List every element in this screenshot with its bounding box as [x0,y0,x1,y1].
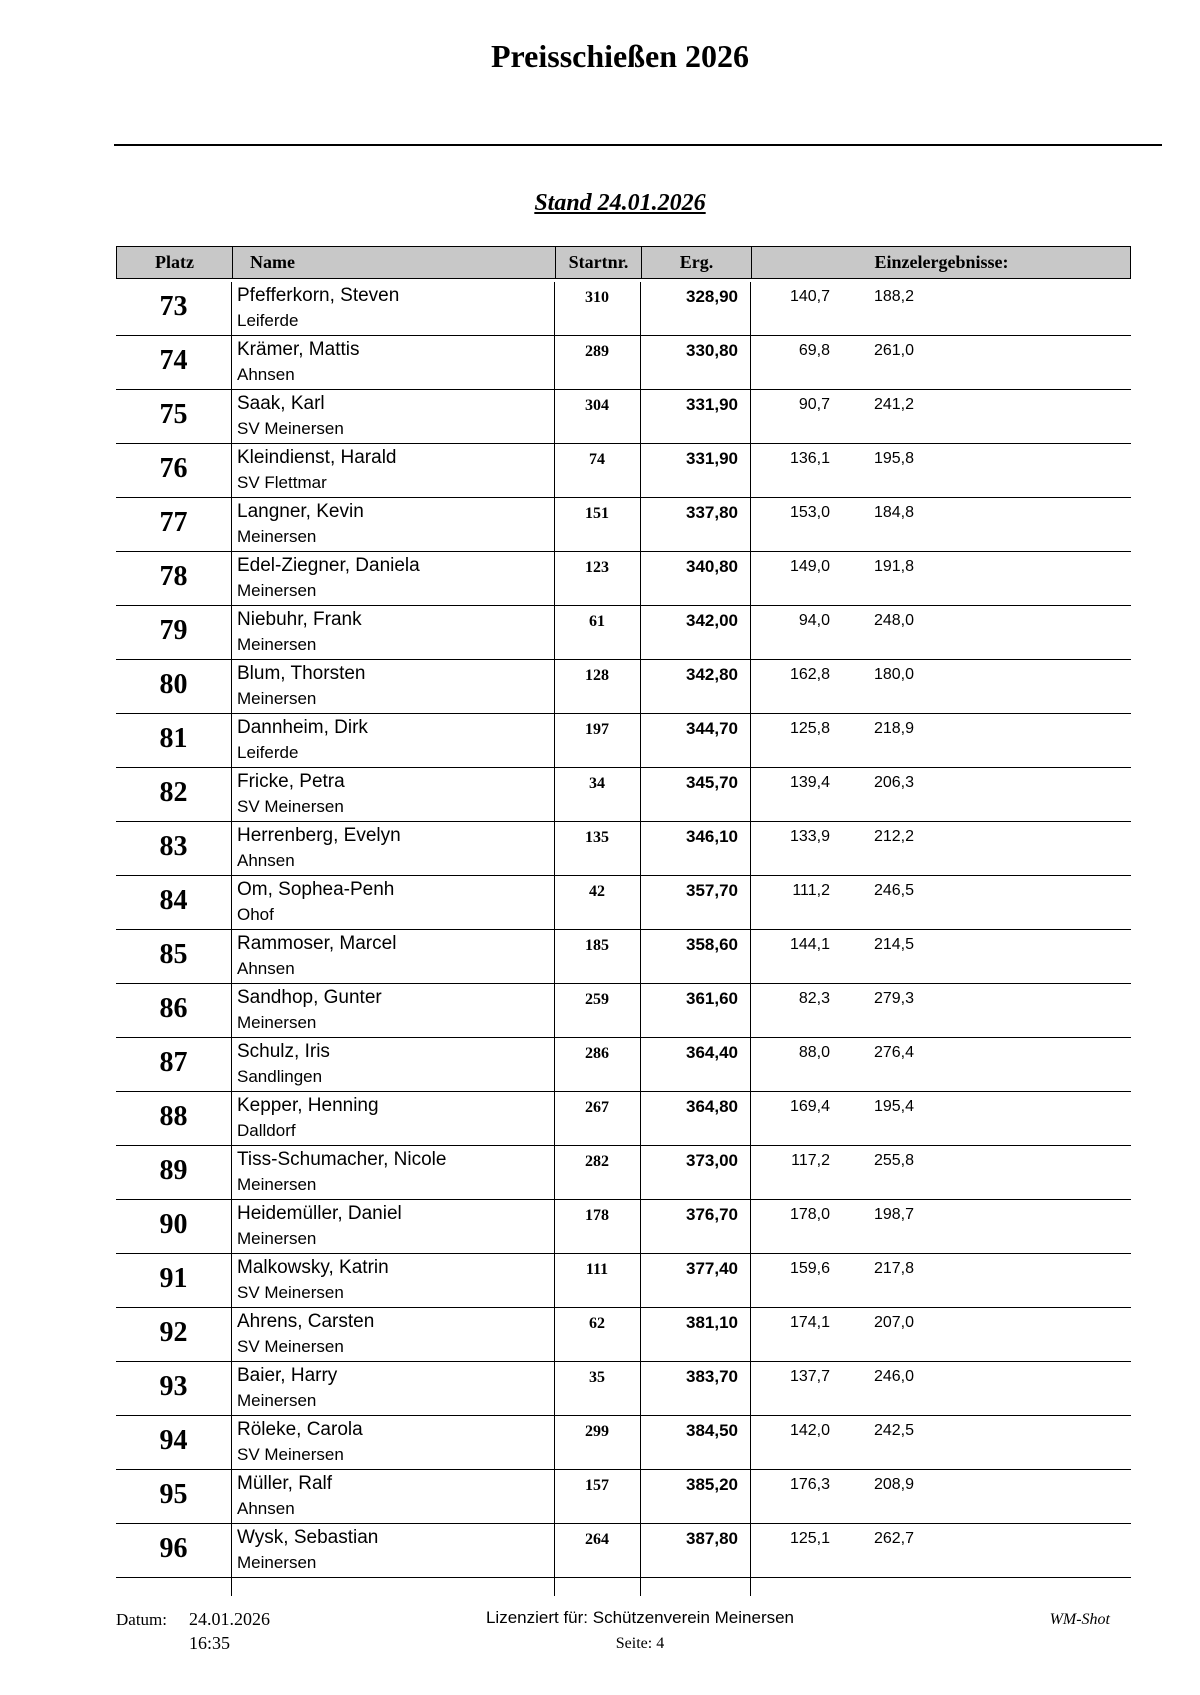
einzel-1-cell: 125,1 [789,1530,830,1547]
table-row [116,930,1131,984]
einzel-1-cell: 69,8 [798,342,830,359]
startnr-cell: 178 [585,1207,609,1224]
erg-cell: 344,70 [686,719,738,738]
einzel-2-cell: 208,9 [873,1476,914,1493]
platz-cell: 96 [159,1533,188,1564]
footer-brand: WM-Shot [1049,1611,1110,1628]
name-cell: Edel-Ziegner, Daniela [237,555,420,576]
erg-cell: 384,50 [686,1421,738,1440]
club-cell: Meinersen [237,527,317,546]
erg-cell: 373,00 [686,1151,738,1170]
table-row [116,552,1131,606]
einzel-1-cell: 136,1 [789,450,830,467]
name-cell: Schulz, Iris [237,1041,330,1062]
startnr-cell: 310 [585,289,609,306]
platz-cell: 92 [159,1317,188,1348]
einzel-2-cell: 191,8 [873,558,914,575]
table-row [116,822,1131,876]
title-divider [114,144,1162,146]
club-cell: Ohof [237,905,274,924]
startnr-cell: 267 [585,1099,609,1116]
club-cell: SV Meinersen [237,419,344,438]
table-row [116,1092,1131,1146]
erg-cell: 377,40 [686,1259,738,1278]
name-cell: Röleke, Carola [237,1419,363,1440]
table-row [116,768,1131,822]
erg-cell: 376,70 [686,1205,738,1224]
erg-cell: 346,10 [686,827,738,846]
einzel-2-cell: 212,2 [873,828,914,845]
startnr-cell: 304 [585,397,609,414]
einzel-1-cell: 149,0 [789,558,830,575]
header-name: Name [232,247,555,278]
einzel-1-cell: 169,4 [789,1098,830,1115]
platz-cell: 76 [159,453,188,484]
table-row [116,336,1131,390]
platz-cell: 81 [159,723,188,754]
einzel-2-cell: 241,2 [873,396,914,413]
header-erg: Erg. [641,247,751,278]
club-cell: SV Meinersen [237,1337,344,1356]
club-cell: Meinersen [237,1229,317,1248]
erg-cell: 385,20 [686,1475,738,1494]
table-row [116,1146,1131,1200]
erg-cell: 340,80 [686,557,738,576]
footer-datum-value: 24.01.2026 [189,1609,270,1629]
startnr-cell: 259 [585,991,609,1008]
name-cell: Saak, Karl [237,393,325,414]
einzel-2-cell: 218,9 [873,720,914,737]
platz-cell: 86 [159,993,188,1024]
einzel-2-cell: 246,0 [873,1368,914,1385]
table-row [116,498,1131,552]
club-cell: Ahnsen [237,1499,295,1518]
einzel-2-cell: 214,5 [873,936,914,953]
startnr-cell: 282 [585,1153,609,1170]
startnr-cell: 34 [589,775,605,792]
startnr-cell: 61 [589,613,605,630]
einzel-2-cell: 198,7 [873,1206,914,1223]
einzel-1-cell: 174,1 [789,1314,830,1331]
startnr-cell: 264 [585,1531,609,1548]
erg-cell: 364,40 [686,1043,738,1062]
table-rows [116,282,1131,1578]
club-cell: Meinersen [237,1553,317,1572]
footer-datum-label: Datum: [116,1610,167,1629]
platz-cell: 77 [159,507,188,538]
einzel-1-cell: 176,3 [789,1476,830,1493]
club-cell: Meinersen [237,689,317,708]
platz-cell: 79 [159,615,188,646]
results-table [116,246,1131,1578]
header-startnr: Startnr. [555,247,641,278]
einzel-2-cell: 279,3 [873,990,914,1007]
einzel-1-cell: 125,8 [789,720,830,737]
table-row [116,1200,1131,1254]
einzel-1-cell: 90,7 [798,396,830,413]
platz-cell: 84 [159,885,188,916]
name-cell: Malkowsky, Katrin [237,1257,389,1278]
name-cell: Dannheim, Dirk [237,717,368,738]
platz-cell: 91 [159,1263,188,1294]
club-cell: Sandlingen [237,1067,323,1086]
club-cell: SV Flettmar [237,473,327,492]
startnr-cell: 42 [589,883,605,900]
einzel-2-cell: 207,0 [873,1314,914,1331]
einzel-2-cell: 261,0 [873,342,914,359]
table-row [116,1416,1131,1470]
platz-cell: 74 [159,345,188,376]
platz-cell: 83 [159,831,188,862]
einzel-1-cell: 94,0 [798,612,830,629]
erg-cell: 358,60 [686,935,738,954]
einzel-1-cell: 159,6 [789,1260,830,1277]
einzel-1-cell: 140,7 [789,288,830,305]
name-cell: Sandhop, Gunter [237,987,382,1008]
erg-cell: 364,80 [686,1097,738,1116]
footer-time: 16:35 [189,1633,231,1653]
startnr-cell: 286 [585,1045,609,1062]
einzel-1-cell: 139,4 [789,774,830,791]
einzel-1-cell: 162,8 [789,666,830,683]
name-cell: Müller, Ralf [237,1473,333,1494]
club-cell: Leiferde [237,311,299,330]
einzel-2-cell: 184,8 [873,504,914,521]
einzel-1-cell: 88,0 [798,1044,830,1061]
name-cell: Blum, Thorsten [237,663,366,684]
startnr-cell: 35 [589,1369,605,1386]
name-cell: Niebuhr, Frank [237,609,362,630]
erg-cell: 381,10 [686,1313,738,1332]
einzel-1-cell: 133,9 [789,828,830,845]
club-cell: Ahnsen [237,365,295,384]
club-cell: Leiferde [237,743,299,762]
einzel-2-cell: 255,8 [873,1152,914,1169]
platz-cell: 88 [159,1101,188,1132]
erg-cell: 337,80 [686,503,738,522]
club-cell: Meinersen [237,581,317,600]
einzel-1-cell: 144,1 [789,936,830,953]
table-row [116,1524,1131,1578]
startnr-cell: 128 [585,667,609,684]
table-row [116,1254,1131,1308]
einzel-2-cell: 246,5 [873,882,914,899]
table-row [116,876,1131,930]
table-header [116,246,1131,279]
table-row [116,606,1131,660]
platz-cell: 82 [159,777,188,808]
startnr-cell: 135 [585,829,609,846]
table-row [116,984,1131,1038]
erg-cell: 361,60 [686,989,738,1008]
erg-cell: 387,80 [686,1529,738,1548]
platz-cell: 95 [159,1479,188,1510]
startnr-cell: 299 [585,1423,609,1440]
name-cell: Baier, Harry [237,1365,338,1386]
name-cell: Herrenberg, Evelyn [237,825,401,846]
startnr-cell: 289 [585,343,609,360]
club-cell: Ahnsen [237,959,295,978]
table-row [116,282,1131,336]
table-row [116,1470,1131,1524]
table-row [116,390,1131,444]
name-cell: Kepper, Henning [237,1095,379,1116]
erg-cell: 357,70 [686,881,738,900]
header-einzelergebnisse: Einzelergebnisse: [751,247,1131,278]
einzel-2-cell: 262,7 [873,1530,914,1547]
platz-cell: 93 [159,1371,188,1402]
erg-cell: 331,90 [686,449,738,468]
einzel-1-cell: 178,0 [789,1206,830,1223]
club-cell: SV Meinersen [237,1445,344,1464]
club-cell: Meinersen [237,1391,317,1410]
name-cell: Heidemüller, Daniel [237,1203,402,1224]
name-cell: Krämer, Mattis [237,339,360,360]
name-cell: Fricke, Petra [237,771,345,792]
startnr-cell: 185 [585,937,609,954]
table-row [116,1038,1131,1092]
einzel-1-cell: 137,7 [789,1368,830,1385]
document-title: Preisschießen 2026 [490,38,750,74]
einzel-1-cell: 153,0 [789,504,830,521]
platz-cell: 73 [159,291,188,322]
startnr-cell: 62 [589,1315,605,1332]
einzel-2-cell: 242,5 [873,1422,914,1439]
table-row [116,1362,1131,1416]
club-cell: SV Meinersen [237,1283,344,1302]
startnr-cell: 157 [585,1477,609,1494]
platz-cell: 94 [159,1425,188,1456]
name-cell: Wysk, Sebastian [237,1527,379,1548]
erg-cell: 330,80 [686,341,738,360]
name-cell: Ahrens, Carsten [237,1311,375,1332]
club-cell: Meinersen [237,635,317,654]
startnr-cell: 74 [589,451,605,468]
platz-cell: 75 [159,399,188,430]
name-cell: Langner, Kevin [237,501,364,522]
table-row [116,1308,1131,1362]
name-cell: Kleindienst, Harald [237,447,397,468]
platz-cell: 85 [159,939,188,970]
table-row [116,714,1131,768]
einzel-1-cell: 82,3 [798,990,830,1007]
header-platz: Platz [155,252,194,272]
name-cell: Tiss-Schumacher, Nicole [237,1149,447,1170]
einzel-2-cell: 217,8 [873,1260,914,1277]
name-cell: Om, Sophea-Penh [237,879,395,900]
einzel-1-cell: 117,2 [791,1152,830,1169]
club-cell: Meinersen [237,1013,317,1032]
club-cell: Ahnsen [237,851,295,870]
name-cell: Rammoser, Marcel [237,933,397,954]
club-cell: SV Meinersen [237,797,344,816]
platz-cell: 89 [159,1155,188,1186]
startnr-cell: 151 [585,505,609,522]
einzel-2-cell: 188,2 [873,288,914,305]
einzel-2-cell: 248,0 [873,612,914,629]
startnr-cell: 111 [585,1261,609,1278]
erg-cell: 383,70 [686,1367,738,1386]
platz-cell: 90 [159,1209,188,1240]
einzel-1-cell: 111,2 [792,882,830,899]
startnr-cell: 123 [585,559,609,576]
einzel-2-cell: 180,0 [873,666,914,683]
platz-cell: 80 [159,669,188,700]
erg-cell: 342,00 [686,611,738,630]
einzel-2-cell: 206,3 [873,774,914,791]
einzel-2-cell: 276,4 [873,1044,914,1061]
einzel-2-cell: 195,4 [873,1098,914,1115]
startnr-cell: 197 [585,721,609,738]
table-body [116,282,1131,1578]
club-cell: Meinersen [237,1175,317,1194]
einzel-1-cell: 142,0 [789,1422,830,1439]
erg-cell: 342,80 [686,665,738,684]
erg-cell: 328,90 [686,287,738,306]
table-row [116,660,1131,714]
platz-cell: 87 [159,1047,188,1078]
einzel-2-cell: 195,8 [873,450,914,467]
platz-cell: 78 [159,561,188,592]
erg-cell: 345,70 [686,773,738,792]
erg-cell: 331,90 [686,395,738,414]
footer-license: Lizenziert für: Schützenverein Meinersen [485,1608,795,1627]
table-row [116,444,1131,498]
document-subtitle: Stand 24.01.2026 [534,190,706,216]
club-cell: Dalldorf [237,1121,296,1140]
name-cell: Pfefferkorn, Steven [237,285,400,306]
footer-page-number: Seite: 4 [615,1635,665,1652]
